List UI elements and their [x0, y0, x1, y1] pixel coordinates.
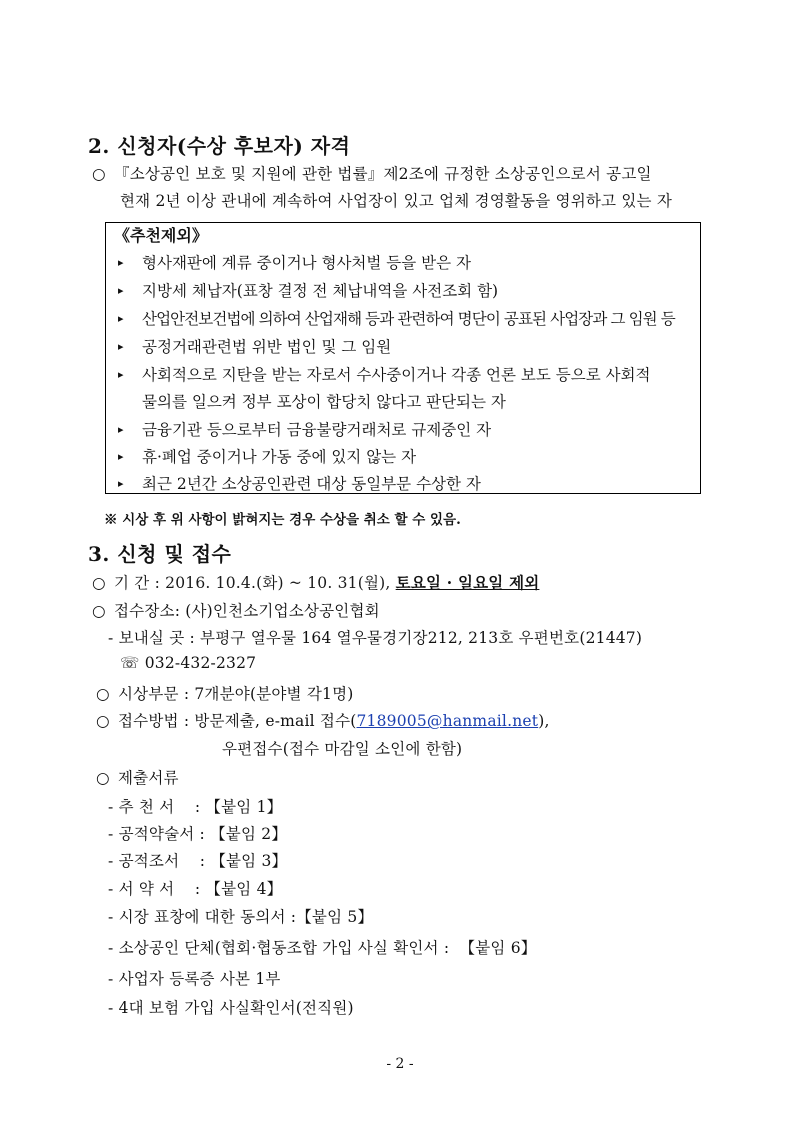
exclusion-item [118, 251, 471, 273]
period-exclusion: 토요일 · 일요일 제외 [395, 573, 540, 592]
method-text: 접수방법 : 방문제출, e-mail 접수( [118, 712, 357, 730]
exclusion-item [118, 279, 498, 301]
page-number: - 2 - [386, 1056, 414, 1072]
place-text: 접수장소: (사)인천소기업소상공인협회 [114, 602, 380, 620]
exclusion-item [118, 307, 675, 329]
triangle-bullet-icon: ▸ [118, 477, 124, 490]
exclusion-item-continued: 물의를 일으켜 정부 포상이 합당치 않다고 판단되는 자 [142, 393, 506, 411]
eligibility-line-2: 현재 2년 이상 관내에 계속하여 사업장이 있고 업체 경영활동을 영위하고 있는 자 [120, 192, 672, 210]
exclusion-item-text: 최근 2년간 소상공인관련 대상 동일부문 수상한 자 [142, 475, 481, 493]
exclusion-item-text: 형사재판에 계류 중이거나 형사처벌 등을 받은 자 [142, 254, 472, 272]
period-line [92, 571, 539, 593]
triangle-bullet-icon: ▸ [118, 423, 124, 436]
phone-line: ☏ 032-432-2327 [120, 654, 257, 672]
categories-line [96, 682, 354, 704]
exclusion-item-text: 금융기관 등으로부터 금융불량거래처로 규제중인 자 [142, 421, 492, 439]
categories-text: 시상부문 : 7개분야(분야별 각1명) [118, 685, 354, 703]
exclusion-item-text: 지방세 체납자(표창 결정 전 체납내역을 사전조회 함) [142, 282, 499, 300]
triangle-bullet-icon: ▸ [118, 312, 123, 325]
email-link[interactable]: 7189005@hanmail.net [356, 712, 539, 730]
doc-item: - 4대 보험 가입 사실확인서(전직원) [108, 999, 354, 1017]
exclusion-item-text: 공정거래관련법 위반 법인 및 그 임원 [142, 338, 392, 356]
circle-bullet-icon: ○ [96, 685, 110, 703]
period-text: 기 간 : 2016. 10.4.(화) ~ 10. 31(월), [114, 574, 391, 592]
section-2-title: 2. 신청자(수상 후보자) 자격 [88, 134, 351, 158]
doc-item: - 소상공인 단체(협회·협동조합 가입 사실 확인서 : 【붙임 6】 [108, 939, 537, 957]
exclusion-item-text: 사회적으로 지탄을 받는 자로서 수사중이거나 각종 언론 보도 등으로 사회적 [142, 366, 651, 384]
doc-item: - 추 천 서 : 【붙임 1】 [108, 798, 283, 816]
triangle-bullet-icon: ▸ [118, 368, 124, 381]
doc-item: - 공적약술서 : 【붙임 2】 [108, 825, 288, 843]
eligibility-text-1: 『소상공인 보호 및 지원에 관한 법률』제2조에 규정한 소상공인으로서 공고일 [114, 165, 652, 183]
exclusion-item-text: 휴·폐업 중이거나 가동 중에 있지 않는 자 [142, 448, 417, 466]
address-line: - 보내실 곳 : 부평구 열우물 164 열우물경기장212, 213호 우편번호(21447) [108, 629, 643, 647]
exclusion-item [118, 335, 391, 357]
place-line [92, 599, 380, 621]
docs-title-line [96, 766, 179, 788]
exclusion-item [118, 418, 491, 440]
exclusion-item-text: 산업안전보건법에 의하여 산업재해 등과 관련하여 명단이 공표된 사업장과 그 임원 등 [142, 310, 675, 328]
doc-item: - 서 약 서 : 【붙임 4】 [108, 880, 283, 898]
circle-bullet-icon: ○ [92, 574, 106, 592]
triangle-bullet-icon: ▸ [118, 256, 124, 269]
exclusion-box-title: 《추천제외》 [114, 226, 208, 245]
circle-bullet-icon: ○ [92, 602, 106, 620]
method-suffix: ), [538, 712, 550, 730]
section-3-title: 3. 신청 및 접수 [88, 542, 232, 566]
doc-item: - 공적조서 : 【붙임 3】 [108, 852, 288, 870]
method-line-2: 우편접수(접수 마감일 소인에 한함) [222, 740, 463, 758]
circle-bullet-icon: ○ [92, 165, 106, 183]
triangle-bullet-icon: ▸ [118, 284, 124, 297]
eligibility-bullet-line-1 [92, 162, 652, 184]
exclusion-box [105, 222, 701, 494]
exclusion-item [118, 363, 651, 385]
exclusion-item [118, 472, 481, 494]
docs-title: 제출서류 [118, 769, 179, 787]
cancellation-note: ※ 시상 후 위 사항이 밝혀지는 경우 수상을 취소 할 수 있음. [104, 512, 461, 528]
doc-item: - 사업자 등록증 사본 1부 [108, 970, 281, 988]
circle-bullet-icon: ○ [96, 712, 110, 730]
circle-bullet-icon: ○ [96, 769, 110, 787]
doc-item: - 시장 표창에 대한 동의서 :【붙임 5】 [108, 908, 374, 926]
exclusion-item [118, 445, 416, 467]
triangle-bullet-icon: ▸ [118, 340, 124, 353]
triangle-bullet-icon: ▸ [118, 450, 124, 463]
method-line [96, 709, 550, 731]
